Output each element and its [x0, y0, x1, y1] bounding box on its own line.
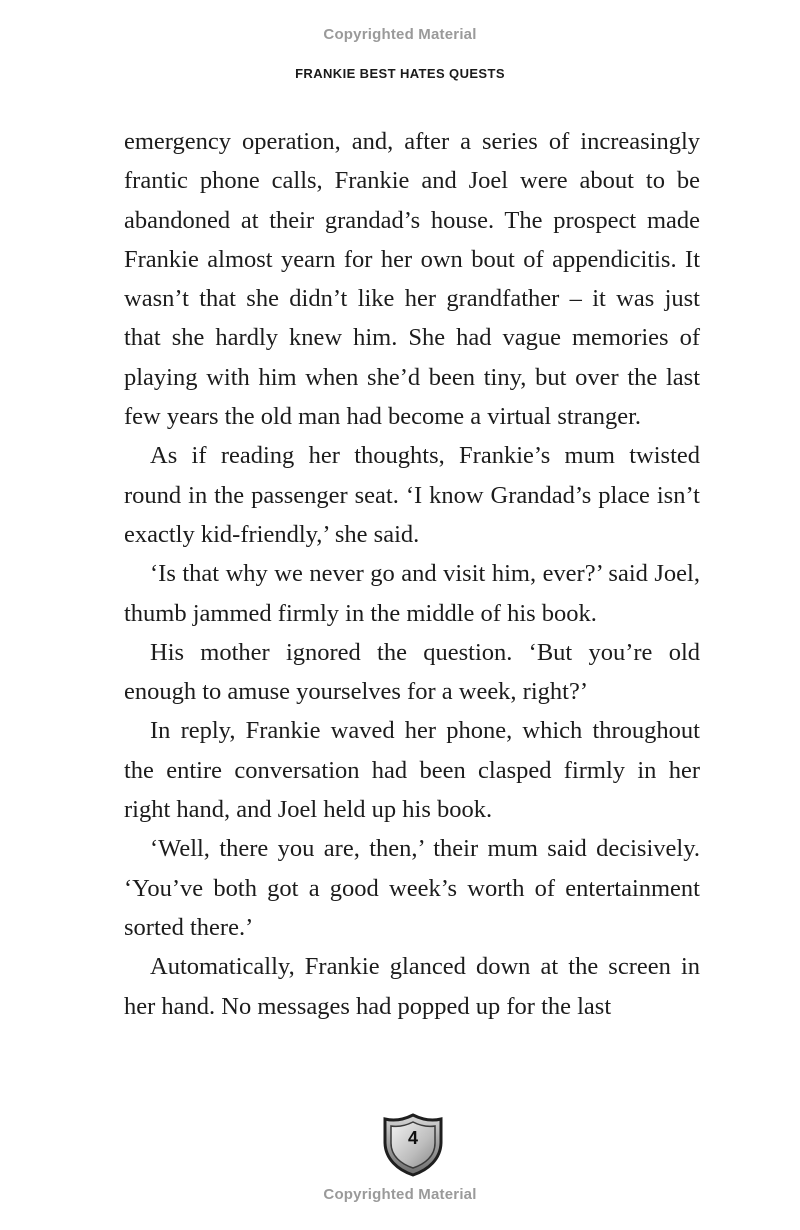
page-number-badge [381, 1112, 445, 1178]
paragraph: ‘Is that why we never go and visit him, ever?’ said Joel, thumb jammed firmly in the middle of his book. [124, 560, 700, 627]
body-text [124, 122, 700, 1026]
paragraph: His mother ignored the question. ‘But you’re old enough to amuse yourselves for a week, right?’ [124, 638, 700, 706]
page-number: 4 [407, 1128, 418, 1148]
copyright-watermark-bottom: Copyrighted Material [323, 1186, 477, 1203]
paragraph: emergency operation, and, after a series of increasingly frantic phone calls, Frankie and Joel were about to be abandoned at their grandad’s house. The prospect made Frankie almost yearn for her own bout of appendicitis. It wasn’t that she didn’t like her grandfather – it was just that she hardly knew him. She had vague memories of playing with him when she’d been tiny, but over the last few years the old man had become a virtual stranger. [124, 128, 700, 431]
paragraph: ‘Well, there you are, then,’ their mum said decisively. ‘You’ve both got a good week’s worth of entertainment sorted there.’ [124, 835, 700, 941]
running-head: FRANKIE BEST HATES QUESTS [295, 66, 505, 81]
copyright-watermark-top: Copyrighted Material [323, 26, 477, 43]
paragraph: Automatically, Frankie glanced down at the screen in her hand. No messages had popped up for the last [124, 953, 700, 1020]
paragraph: In reply, Frankie waved her phone, which throughout the entire conversation had been clasped firmly in her right hand, and Joel held up his book. [124, 717, 700, 824]
paragraph: As if reading her thoughts, Frankie’s mum twisted round in the passenger seat. ‘I know Grandad’s place isn’t exactly kid-friendly,’ she said. [124, 442, 700, 548]
